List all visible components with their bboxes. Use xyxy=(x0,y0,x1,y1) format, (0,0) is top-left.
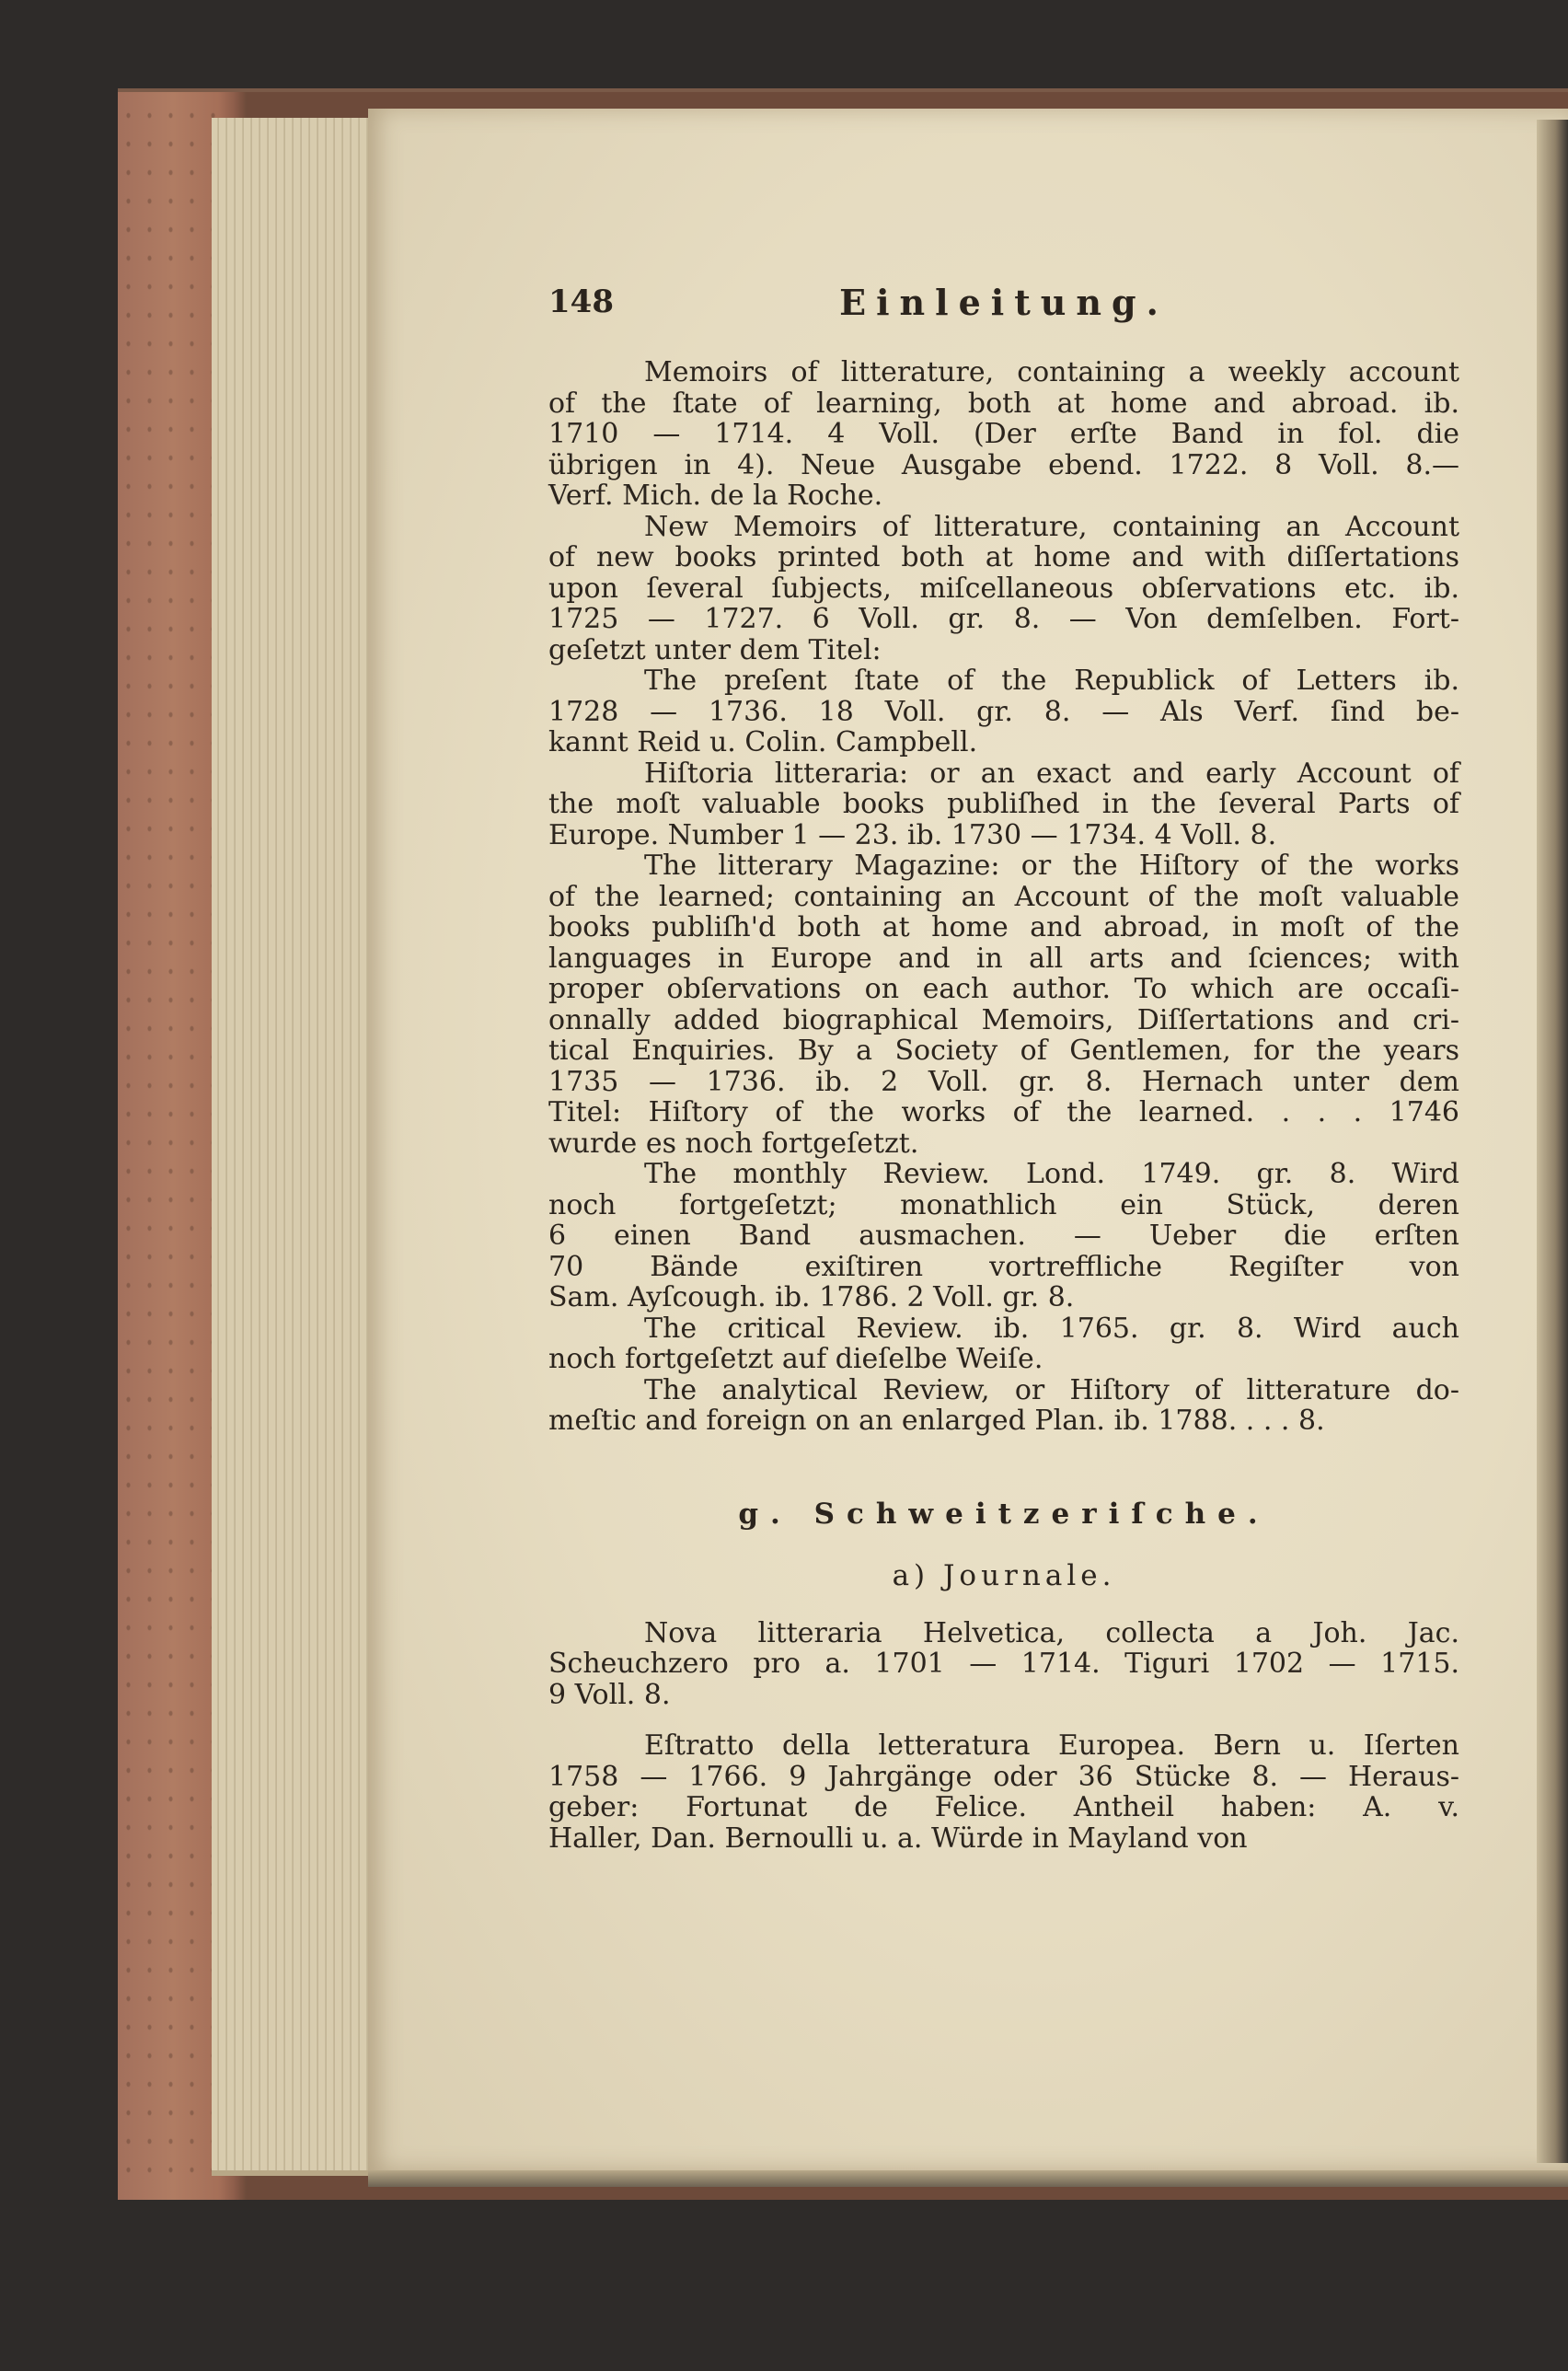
running-head-title: Einleitung. xyxy=(839,282,1169,323)
entry-line: geſetzt unter dem Titel: xyxy=(548,633,882,666)
bibliography-entry xyxy=(548,1618,1459,1711)
cover-foxing xyxy=(118,101,219,2181)
entry-line: Eſtratto della letteratura Europea. Bern u. Iſerten xyxy=(644,1729,1459,1762)
entry-line: 9 Voll. 8. xyxy=(548,1678,671,1711)
entry-line: The preſent ſtate of the Republick of Letters ib. xyxy=(644,665,1459,697)
entry-line: The critical Review. ib. 1765. gr. 8. Wird auch xyxy=(644,1312,1459,1345)
entry-line: Nova litteraria Helvetica, collecta a Joh. Jac. xyxy=(644,1616,1459,1649)
entry-line: of the learned; containing an Account of the moſt valuable xyxy=(548,880,1459,913)
entry-line: kannt Reid u. Colin. Campbell. xyxy=(548,726,978,758)
entry-line: übrigen in 4). Neue Ausgabe ebend. 1722. 8 Voll. 8.— xyxy=(548,448,1459,481)
page-bottom-edge xyxy=(368,2170,1568,2187)
entry-line: The monthly Review. Lond. 1749. gr. 8. Wird xyxy=(644,1158,1459,1190)
entry-line: Sam. Ayſcough. ib. 1786. 2 Voll. gr. 8. xyxy=(548,1281,1075,1313)
entry-line: proper obſervations on each author. To which are occaſi- xyxy=(548,973,1459,1005)
entry-line: Hiſtoria litteraria: or an exact and early Account of xyxy=(644,757,1459,790)
bibliography-entry xyxy=(548,665,1459,758)
entry-line: 70 Bände exiſtiren vortreffliche Regiſter von xyxy=(548,1250,1459,1283)
entry-line: the moſt valuable books publiſhed in the ſeveral Parts of xyxy=(548,788,1459,820)
entry-line: tical Enquiries. By a Society of Gentlemen, for the years xyxy=(548,1035,1459,1067)
entry-line: 1728 — 1736. 18 Voll. gr. 8. — Als Verf. ſind be- xyxy=(548,695,1459,728)
entry-line: Europe. Number 1 — 23. ib. 1730 — 1734. 4 Voll. 8. xyxy=(548,818,1277,851)
entry-line: languages in Europe and in all arts and ſciences; with xyxy=(548,942,1459,975)
entry-line: Verf. Mich. de la Roche. xyxy=(548,480,883,512)
entry-line: meſtic and foreign on an enlarged Plan. ib. 1788. . . . 8. xyxy=(548,1405,1325,1437)
entry-line: The analytical Review, or Hiſtory of litterature do- xyxy=(644,1373,1459,1406)
bibliography-entry xyxy=(548,1730,1459,1854)
section-heading: g. Schweitzeriſche. xyxy=(738,1497,1270,1531)
entry-line: 1758 — 1766. 9 Jahrgänge oder 36 Stücke 8. — Heraus- xyxy=(548,1760,1459,1793)
page-edges xyxy=(212,118,377,2176)
entry-line: Haller, Dan. Bernoulli u. a. Würde in Mayland von xyxy=(548,1822,1248,1855)
entry-line: books publiſh'd both at home and abroad, in moſt of the xyxy=(548,911,1459,943)
entry-line: New Memoirs of litterature, containing an Account xyxy=(644,510,1459,543)
entry-line: of the ſtate of learning, both at home and abroad. ib. xyxy=(548,387,1459,420)
entry-line: of new books printed both at home and with diſſertations xyxy=(548,541,1459,573)
running-header xyxy=(548,282,1459,341)
bibliography-entry xyxy=(548,850,1459,1159)
entry-line: 1735 — 1736. ib. 2 Voll. gr. 8. Hernach unter dem xyxy=(548,1065,1459,1098)
entry-line: 6 einen Band ausmachen. — Ueber die erſten xyxy=(548,1220,1459,1252)
entry-line: Memoirs of litterature, containing a weekly account xyxy=(644,356,1459,388)
entry-line: wurde es noch fortgeſetzt. xyxy=(548,1127,919,1160)
entry-line: onnally added biographical Memoirs, Diſſertations and cri- xyxy=(548,1003,1459,1036)
page-number: 148 xyxy=(548,283,614,320)
entry-line: geber: Fortunat de Felice. Antheil haben: A. v. xyxy=(548,1791,1459,1823)
bibliography-entry xyxy=(548,1159,1459,1313)
page-text xyxy=(548,282,1459,1855)
entry-line: Titel: Hiſtory of the works of the learned. . . . 1746 xyxy=(548,1096,1459,1128)
entry-line: upon ſeveral ſubjects, miſcellaneous obſervations etc. ib. xyxy=(548,572,1459,605)
bibliography-entry xyxy=(548,758,1459,851)
bibliography-entry xyxy=(548,512,1459,666)
entry-line: Scheuchzero pro a. 1701 — 1714. Tiguri 1702 — 1715. xyxy=(548,1648,1459,1680)
subsection-heading: a) Journale. xyxy=(892,1559,1116,1592)
entries-english-journals xyxy=(548,357,1459,1437)
page-gutter-shadow xyxy=(1537,120,1568,2163)
entry-line: noch fortgeſetzt; monathlich ein Stück, deren xyxy=(548,1188,1459,1221)
entry-spacer xyxy=(548,1710,1459,1730)
bibliography-entry xyxy=(548,1313,1459,1375)
entry-line: 1725 — 1727. 6 Voll. gr. 8. — Von demſelben. Fort- xyxy=(548,603,1459,635)
bibliography-entry xyxy=(548,1375,1459,1437)
entry-line: noch fortgeſetzt auf dieſelbe Weiſe. xyxy=(548,1343,1043,1375)
bibliography-entry xyxy=(548,357,1459,512)
entries-swiss-journals xyxy=(548,1618,1459,1855)
entry-line: The litterary Magazine: or the Hiſtory of the works xyxy=(644,850,1459,882)
entry-line: 1710 — 1714. 4 Voll. (Der erſte Band in fol. die xyxy=(548,418,1459,450)
